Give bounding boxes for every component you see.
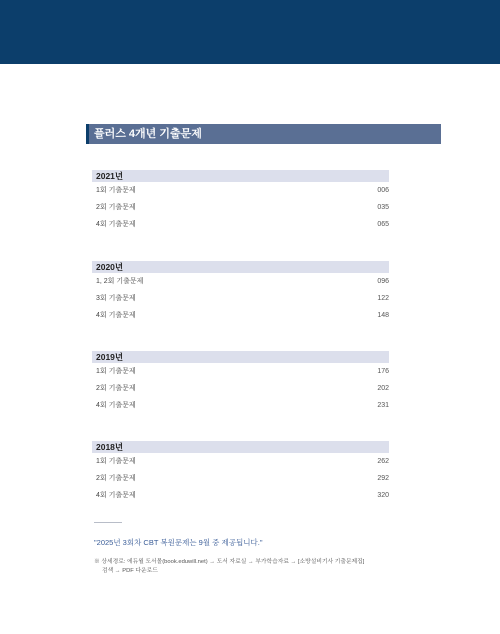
toc-entry[interactable] [92, 290, 389, 307]
toc-entry-label: 4회 기출문제 [96, 492, 136, 499]
toc-entry-page: 292 [377, 475, 389, 482]
toc-entry-page: 148 [377, 312, 389, 319]
toc-entry[interactable] [92, 216, 389, 233]
download-guide-line: ※ 상세경로: 에듀윌 도서몰(book.eduwill.net) → 도서 자료실 → 부가학습자료 → [소방설비기사 기출문제집] [94, 559, 365, 565]
year-heading: 2021년 [92, 170, 389, 182]
toc-entry-page: 122 [377, 295, 389, 302]
toc-entry[interactable] [92, 182, 389, 199]
toc-entry-label: 2회 기출문제 [96, 204, 136, 211]
toc-entry[interactable] [92, 487, 389, 504]
toc-entry-page: 202 [377, 385, 389, 392]
toc-entry-page: 176 [377, 368, 389, 375]
toc-entry[interactable] [92, 307, 389, 324]
year-section-2018 [92, 441, 389, 504]
toc-entry[interactable] [92, 470, 389, 487]
download-guide-line: 검색 → PDF 다운로드 [102, 568, 158, 574]
toc-entry-page: 262 [377, 458, 389, 465]
toc-entry-page: 231 [377, 402, 389, 409]
toc-entry[interactable] [92, 363, 389, 380]
toc-entry-page: 006 [377, 187, 389, 194]
toc-entry-page: 096 [377, 278, 389, 285]
toc-entry[interactable] [92, 380, 389, 397]
header-band [0, 0, 500, 64]
toc-entry-label: 2회 기출문제 [96, 385, 136, 392]
toc-entry-label: 4회 기출문제 [96, 312, 136, 319]
divider [94, 522, 122, 523]
year-section-2019 [92, 351, 389, 414]
toc-entry-label: 2회 기출문제 [96, 475, 136, 482]
cbt-notice: "2025년 3회차 CBT 복원문제는 9월 중 제공됩니다." [94, 538, 263, 547]
year-heading: 2020년 [92, 261, 389, 273]
toc-entry[interactable] [92, 453, 389, 470]
toc-entry[interactable] [92, 397, 389, 414]
year-heading: 2018년 [92, 441, 389, 453]
toc-entry-label: 1, 2회 기출문제 [96, 278, 144, 285]
toc-entry-label: 1회 기출문제 [96, 368, 136, 375]
toc-entry-label: 3회 기출문제 [96, 295, 136, 302]
toc-entry-page: 065 [377, 221, 389, 228]
toc-entry-label: 4회 기출문제 [96, 221, 136, 228]
toc-entry-label: 1회 기출문제 [96, 187, 136, 194]
page-title: 플러스 4개년 기출문제 [86, 124, 441, 144]
year-section-2021 [92, 170, 389, 233]
download-guide [94, 558, 404, 576]
toc-entry-page: 035 [377, 204, 389, 211]
toc-entry-label: 4회 기출문제 [96, 402, 136, 409]
toc-entry-page: 320 [377, 492, 389, 499]
toc-entry-label: 1회 기출문제 [96, 458, 136, 465]
toc-entry[interactable] [92, 273, 389, 290]
year-section-2020 [92, 261, 389, 324]
year-heading: 2019년 [92, 351, 389, 363]
toc-entry[interactable] [92, 199, 389, 216]
